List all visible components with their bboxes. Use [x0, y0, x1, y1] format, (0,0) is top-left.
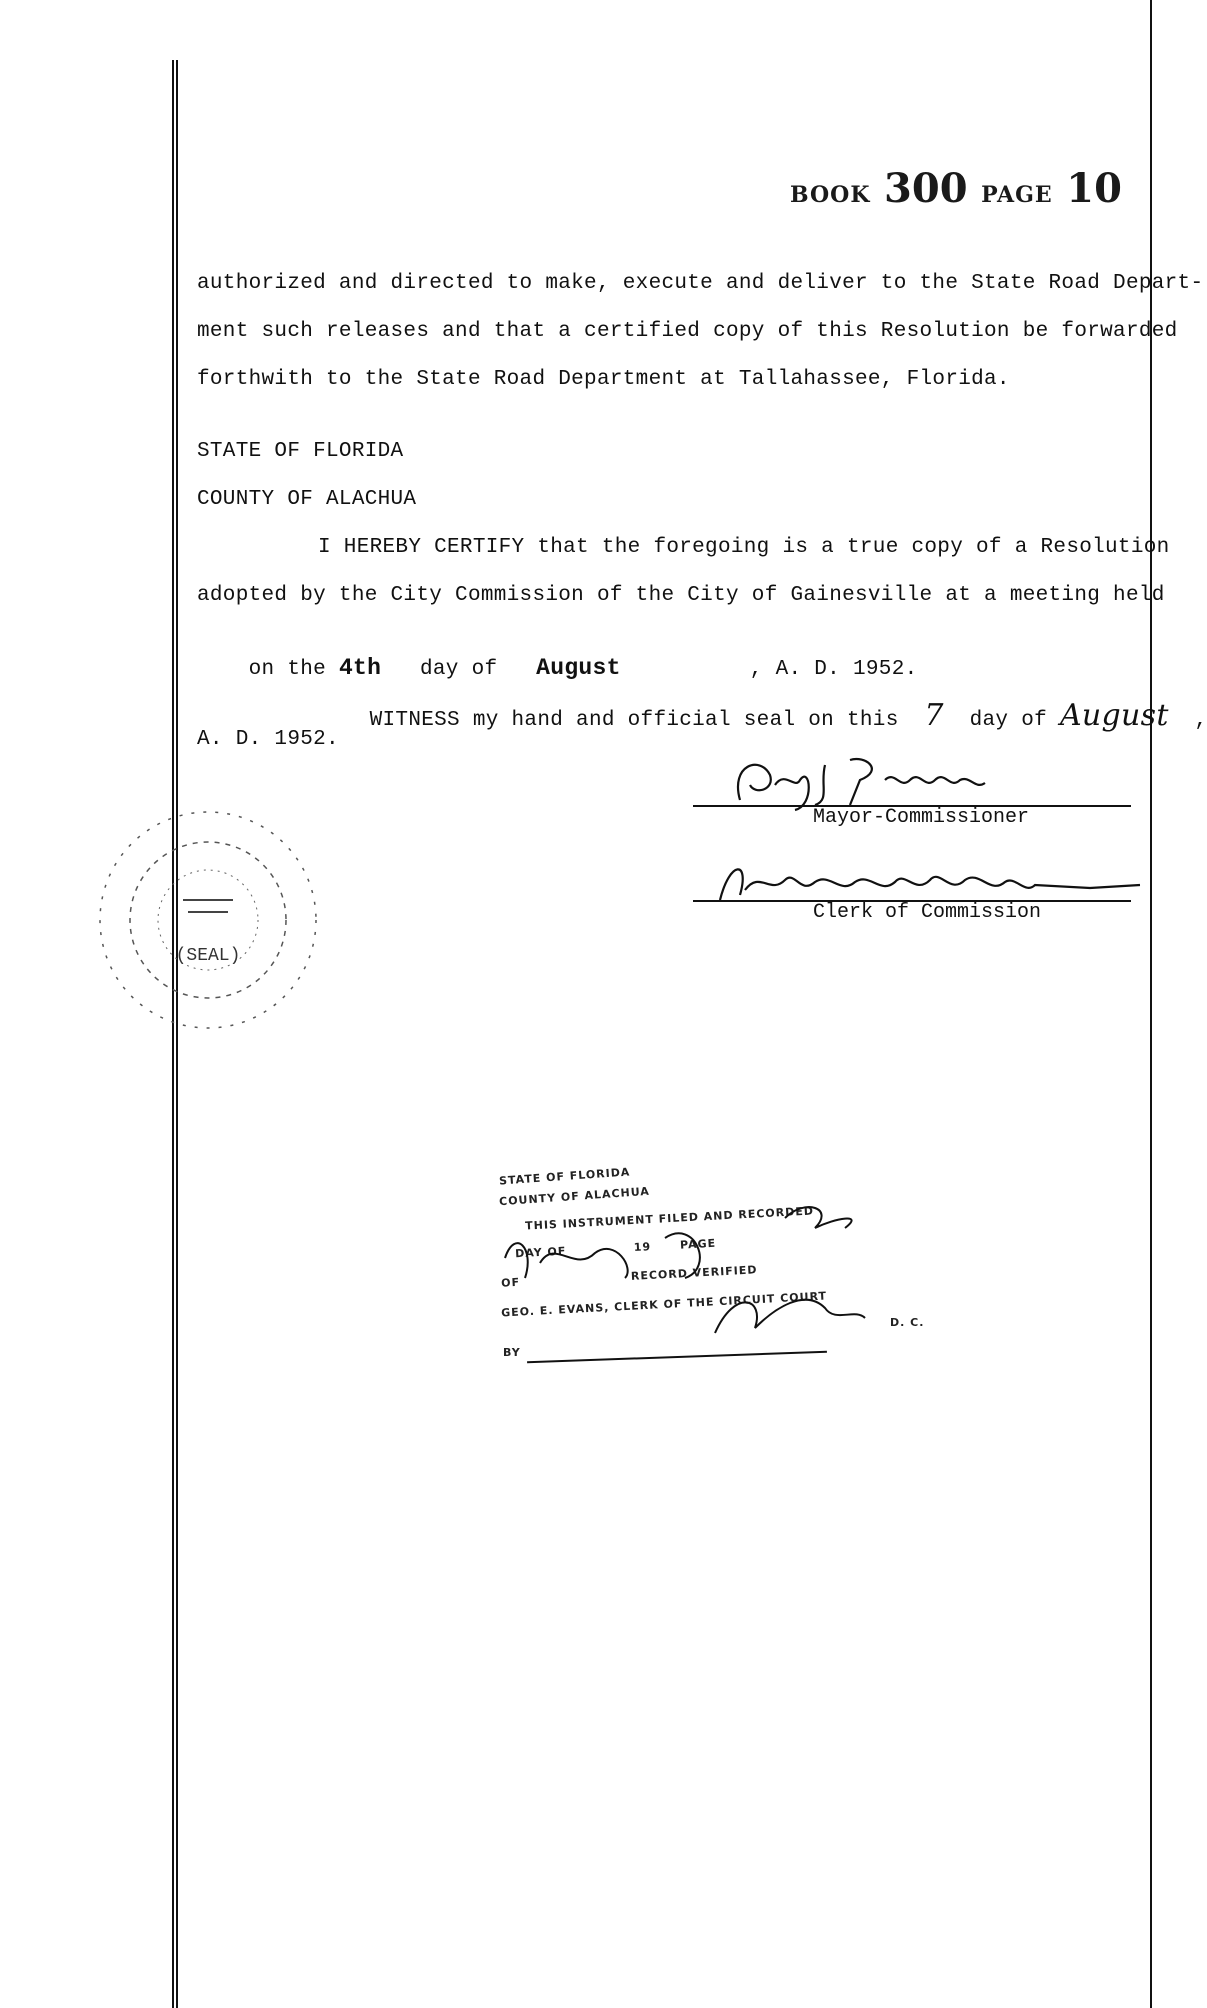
stamp-dc: D. C.: [890, 1316, 925, 1329]
page-label: PAGE: [981, 182, 1053, 208]
clerk-caption: Clerk of Commission: [813, 901, 1042, 924]
book-number: 300: [884, 165, 968, 212]
book-page-stamp: [790, 165, 1130, 212]
witness-month: August: [1059, 698, 1169, 733]
stamp-by: BY: [503, 1346, 521, 1359]
page-number: 10: [1066, 165, 1122, 212]
seal-emboss-graphic: [88, 800, 328, 1040]
stamp-record-line: OF RECORD VERIFIED: [500, 1263, 758, 1290]
city-seal: [88, 800, 328, 1045]
meeting-year: , A. D. 1952.: [749, 658, 918, 681]
right-margin-rule: [1150, 0, 1152, 2008]
body-line-1: authorized and directed to make, execute and deliver to the State Road Depart-: [197, 272, 1204, 295]
stamp-state: STATE OF FLORIDA: [498, 1165, 631, 1188]
stamp-clerk-line: GEO. E. EVANS, CLERK OF THE CIRCUIT COURT: [500, 1289, 828, 1320]
certify-line-1: I HEREBY CERTIFY that the foregoing is a true copy of a Resolution: [318, 536, 1170, 559]
stamp-county: COUNTY OF ALACHUA: [498, 1184, 651, 1209]
witness-year: A. D. 1952.: [197, 728, 339, 751]
witness-day-of: day of: [969, 709, 1048, 732]
mayor-caption: Mayor-Commissioner: [813, 806, 1030, 829]
meeting-month: August: [536, 655, 621, 681]
stamp-handwriting: [495, 1158, 935, 1368]
body-line-3: forthwith to the State Road Department at Tallahassee, Florida.: [197, 368, 1010, 391]
on-the-text: on the: [248, 658, 327, 681]
seal-center-text: (SEAL): [175, 946, 241, 966]
witness-day: 7: [924, 698, 944, 733]
book-label: BOOK: [790, 182, 871, 208]
certify-line-2: adopted by the City Commission of the City of Gainesville at a meeting held: [197, 584, 1165, 607]
stamp-filed: THIS INSTRUMENT FILED AND RECORDED: [524, 1204, 815, 1233]
witness-comma: ,: [1194, 709, 1207, 732]
day-of-text: day of: [419, 658, 498, 681]
stamp-day-line: DAY OF 19 PAGE: [514, 1236, 717, 1261]
recording-stamp: [495, 1158, 935, 1368]
witness-text: WITNESS my hand and official seal on this: [369, 709, 899, 732]
body-line-2: ment such releases and that a certified copy of this Resolution be forwarded: [197, 320, 1178, 343]
county-heading: COUNTY OF ALACHUA: [197, 488, 417, 511]
meeting-day: 4th: [338, 655, 382, 681]
state-heading: STATE OF FLORIDA: [197, 440, 404, 463]
